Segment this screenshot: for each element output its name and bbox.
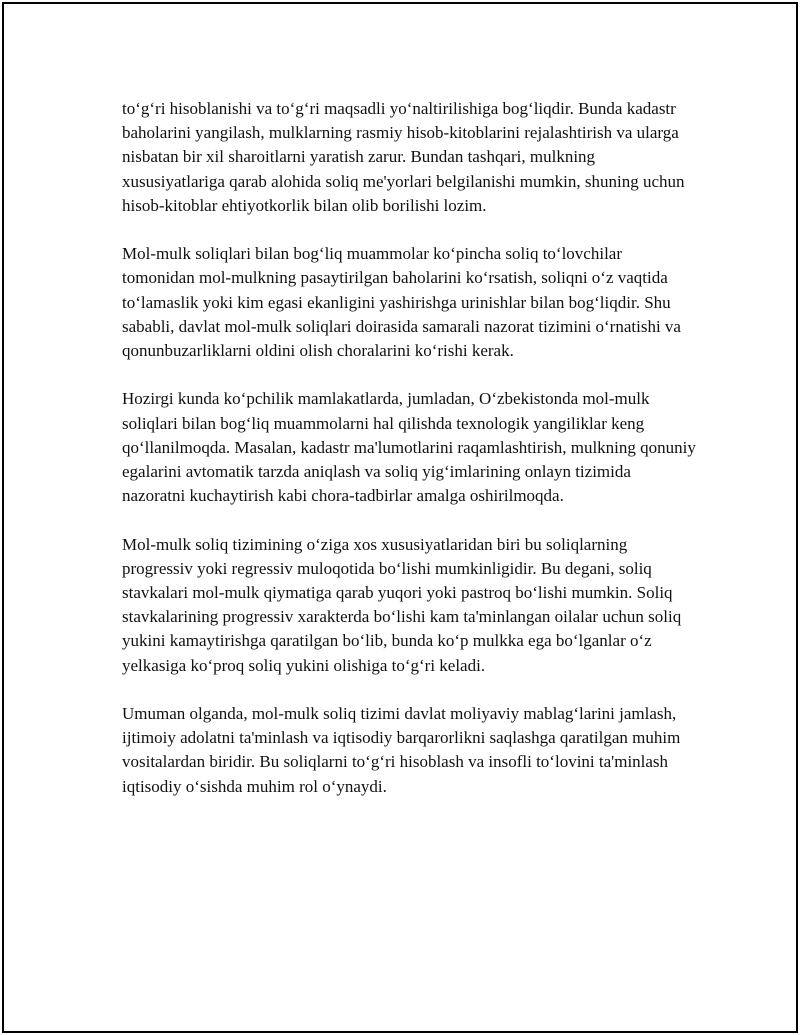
paragraph-4: Mol-mulk soliq tizimining o‘ziga xos xususiyatlaridan biri bu soliqlarning progressiv yoki regressiv muloqotida bo‘lishi mumkinligidir. Bu degani, soliq stavkalari mol-mulk qiymatiga qarab yuqori yoki pastroq bo‘lishi mumkin. Soliq stavkalarining progressiv xarakterda bo‘lishi kam ta'minlangan oilalar uchun soliq yukini kamaytirishga qaratilgan bo‘lib, bunda ko‘p mulkka ega bo‘lganlar o‘z yelkasiga ko‘proq soliq yukini olishiga to‘g‘ri keladi.	[122, 534, 682, 675]
document-body	[122, 97, 697, 799]
paragraph-5: Umuman olganda, mol-mulk soliq tizimi davlat moliyaviy mablag‘larini jamlash, ijtimoiy adolatni ta'minlash va iqtisodiy barqarorlikni saqlashga qaratilgan muhim vositalardan biridir. Bu soliqlarni to‘g‘ri hisoblash va insofli to‘lovini ta'minlash iqtisodiy o‘sishda muhim rol o‘ynaydi.	[122, 704, 681, 796]
paragraph-2: Mol-mulk soliqlari bilan bog‘liq muammolar ko‘pincha soliq to‘lovchilar tomonidan mol-mulkning pasaytirilgan baholarini ko‘rsatish, soliqni o‘z vaqtida to‘lamaslik yoki kim egasi ekanligini yashirishga urinishlar bilan bog‘liqdir. Shu sababli, davlat mol-mulk soliqlari doirasida samarali nazorat tizimini o‘rnatishi va qonunbuzarliklarni oldini olish choralarini ko‘rishi kerak.	[122, 244, 681, 361]
page-frame	[2, 2, 798, 1033]
paragraph-1: to‘g‘ri hisoblanishi va to‘g‘ri maqsadli yo‘naltirilishiga bog‘liqdir. Bunda kadastr baholarini yangilash, mulklarning rasmiy hisob-kitoblarini rejalashtirish va ularga nisbatan bir xil sharoitlarni yaratish zarur. Bundan tashqari, mulkning xususiyatlariga qarab alohida soliq me'yorlari belgilanishi mumkin, shuning uchun hisob-kitoblar ehtiyotkorlik bilan olib borilishi lozim.	[122, 99, 685, 215]
paragraph-3: Hozirgi kunda ko‘pchilik mamlakatlarda, jumladan, O‘zbekistonda mol-mulk soliqlari bilan bog‘liq muammolarni hal qilishda texnologik yangiliklar keng qo‘llanilmoqda. Masalan, kadastr ma'lumotlarini raqamlashtirish, mulkning qonuniy egalarini avtomatik tarzda aniqlash va soliq yig‘imlarining onlayn tizimida nazoratni kuchaytirish kabi chora-tadbirlar amalga oshirilmoqda.	[122, 389, 696, 506]
